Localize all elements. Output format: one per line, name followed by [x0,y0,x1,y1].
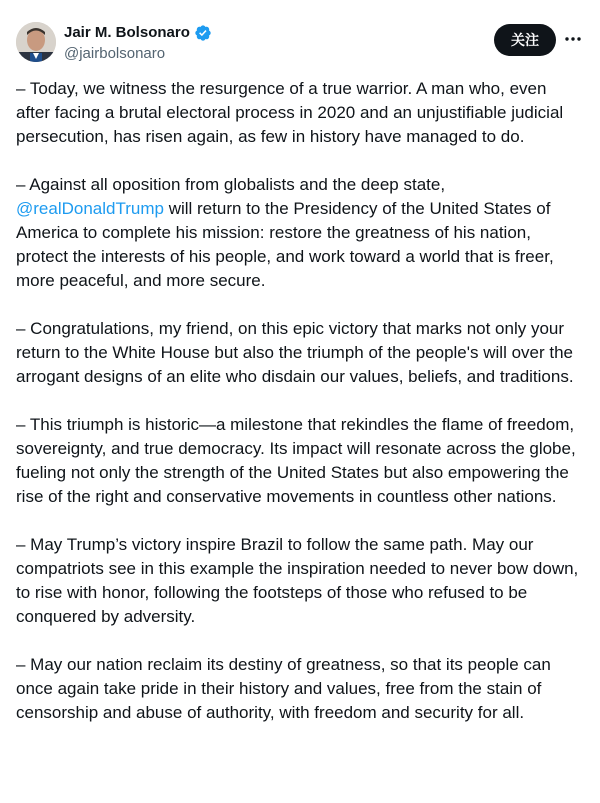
tweet-paragraph [16,173,584,293]
author-names [64,23,212,64]
tweet-paragraph: – May Trump’s victory inspire Brazil to follow the same path. May our compatriots see in this example the inspiration needed to never bow down, to rise with honor, following the footsteps of those who refused to be conquered by adversity. [16,535,579,626]
tweet-paragraph: – Congratulations, my friend, on this epic victory that marks not only your return to the White House but also the triumph of the people's will over the arrogant designs of an elite who disdain our values, beliefs, and traditions. [16,319,574,386]
author-handle[interactable]: @jairbolsonaro [64,45,166,62]
verified-badge-icon [194,24,212,42]
tweet-paragraph-text: will return to the Presidency of the United States of America to complete his mission: restore the greatness of his nation, protect the interests of his people, and work toward a world that is freer, more peaceful, and more secure. [16,199,554,290]
avatar[interactable] [16,22,56,62]
tweet-paragraph: – May our nation reclaim its destiny of greatness, so that its people can once again take pride in their history and values, free from the stain of censorship and abuse of authority, with freedom and security for all. [16,655,551,722]
tweet-paragraph-text: – Against all oposition from globalists and the deep state, [16,175,446,194]
author-display-name[interactable]: Jair M. Bolsonaro [64,24,190,41]
more-options-icon[interactable] [562,28,584,50]
tweet-header [16,20,584,64]
tweet-paragraph: – Today, we witness the resurgence of a true warrior. A man who, even after facing a brutal electoral process in 2020 and an unjustifiable judicial persecution, has risen again, as few in history have managed to do. [16,79,564,146]
tweet-text [16,77,584,749]
mention-link[interactable]: @realDonaldTrump [16,199,164,218]
tweet-paragraph: – This triumph is historic—a milestone that rekindles the flame of freedom, sovereignty, and true democracy. Its impact will resonate across the globe, fueling not only the strength of the United States but also empowering the rise of the right and conservative movements in countless other nations. [16,415,576,506]
follow-button[interactable]: 关注 [494,24,556,56]
